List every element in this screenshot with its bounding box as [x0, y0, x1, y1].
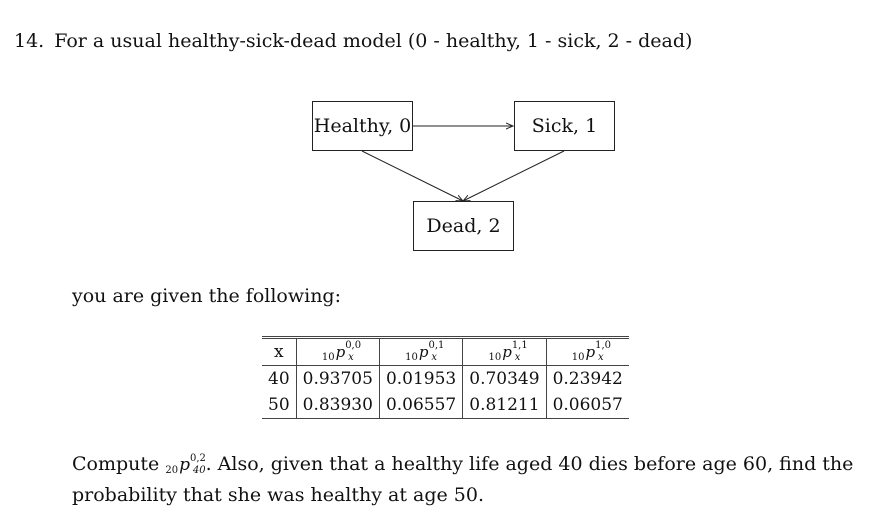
- question-text: [72, 452, 853, 508]
- compute-word: Compute: [72, 453, 160, 475]
- problem-number: 14.: [14, 30, 45, 52]
- node-sick-label: Sick, 1: [531, 115, 598, 137]
- question-rest: . Also, given that a healthy life aged 40 dies before age 60, find the: [205, 453, 854, 475]
- row-x: 50: [268, 395, 290, 415]
- arrow-healthy-dead: [362, 151, 463, 201]
- problem-text: For a usual healthy-sick-dead model (0 - healthy, 1 - sick, 2 - dead): [54, 30, 693, 52]
- table-header-row: [262, 338, 629, 366]
- node-healthy-label: Healthy, 0: [313, 115, 412, 137]
- given-text: you are given the following:: [72, 285, 341, 307]
- x-header: x: [262, 338, 296, 366]
- compute-symbol: $20p^{0,2}40$: [165, 453, 206, 476]
- arrow-sick-dead: [463, 151, 564, 201]
- node-dead-label: Dead, 2: [426, 215, 501, 237]
- table-row: [262, 392, 629, 419]
- question-line-1: [72, 452, 853, 483]
- col-header-p00: $_{10}p^{0,0}_x$: [296, 338, 379, 366]
- row-x: 40: [268, 369, 290, 389]
- table-cell: 0.81211: [463, 392, 546, 419]
- col-header-p11: $_{10}p^{1,1}_x$: [463, 338, 546, 366]
- node-sick: [514, 101, 615, 151]
- node-dead: [413, 201, 514, 251]
- probability-table: [262, 336, 629, 419]
- table-cell: 0.70349: [463, 366, 546, 393]
- table-cell: 0.93705: [296, 366, 379, 393]
- col-header-p01: $_{10}p^{0,1}_x$: [379, 338, 462, 366]
- table-cell: 0.06557: [379, 392, 462, 419]
- node-healthy: [312, 101, 413, 151]
- table-cell: 0.23942: [546, 366, 629, 393]
- table-cell: 0.83930: [296, 392, 379, 419]
- col-header-p10: $_{10}p^{1,0}_x$: [546, 338, 629, 366]
- table-cell: 0.01953: [379, 366, 462, 393]
- table-cell: 0.06057: [546, 392, 629, 419]
- question-line-2: probability that she was healthy at age 50.: [72, 484, 485, 506]
- table-row: [262, 366, 629, 393]
